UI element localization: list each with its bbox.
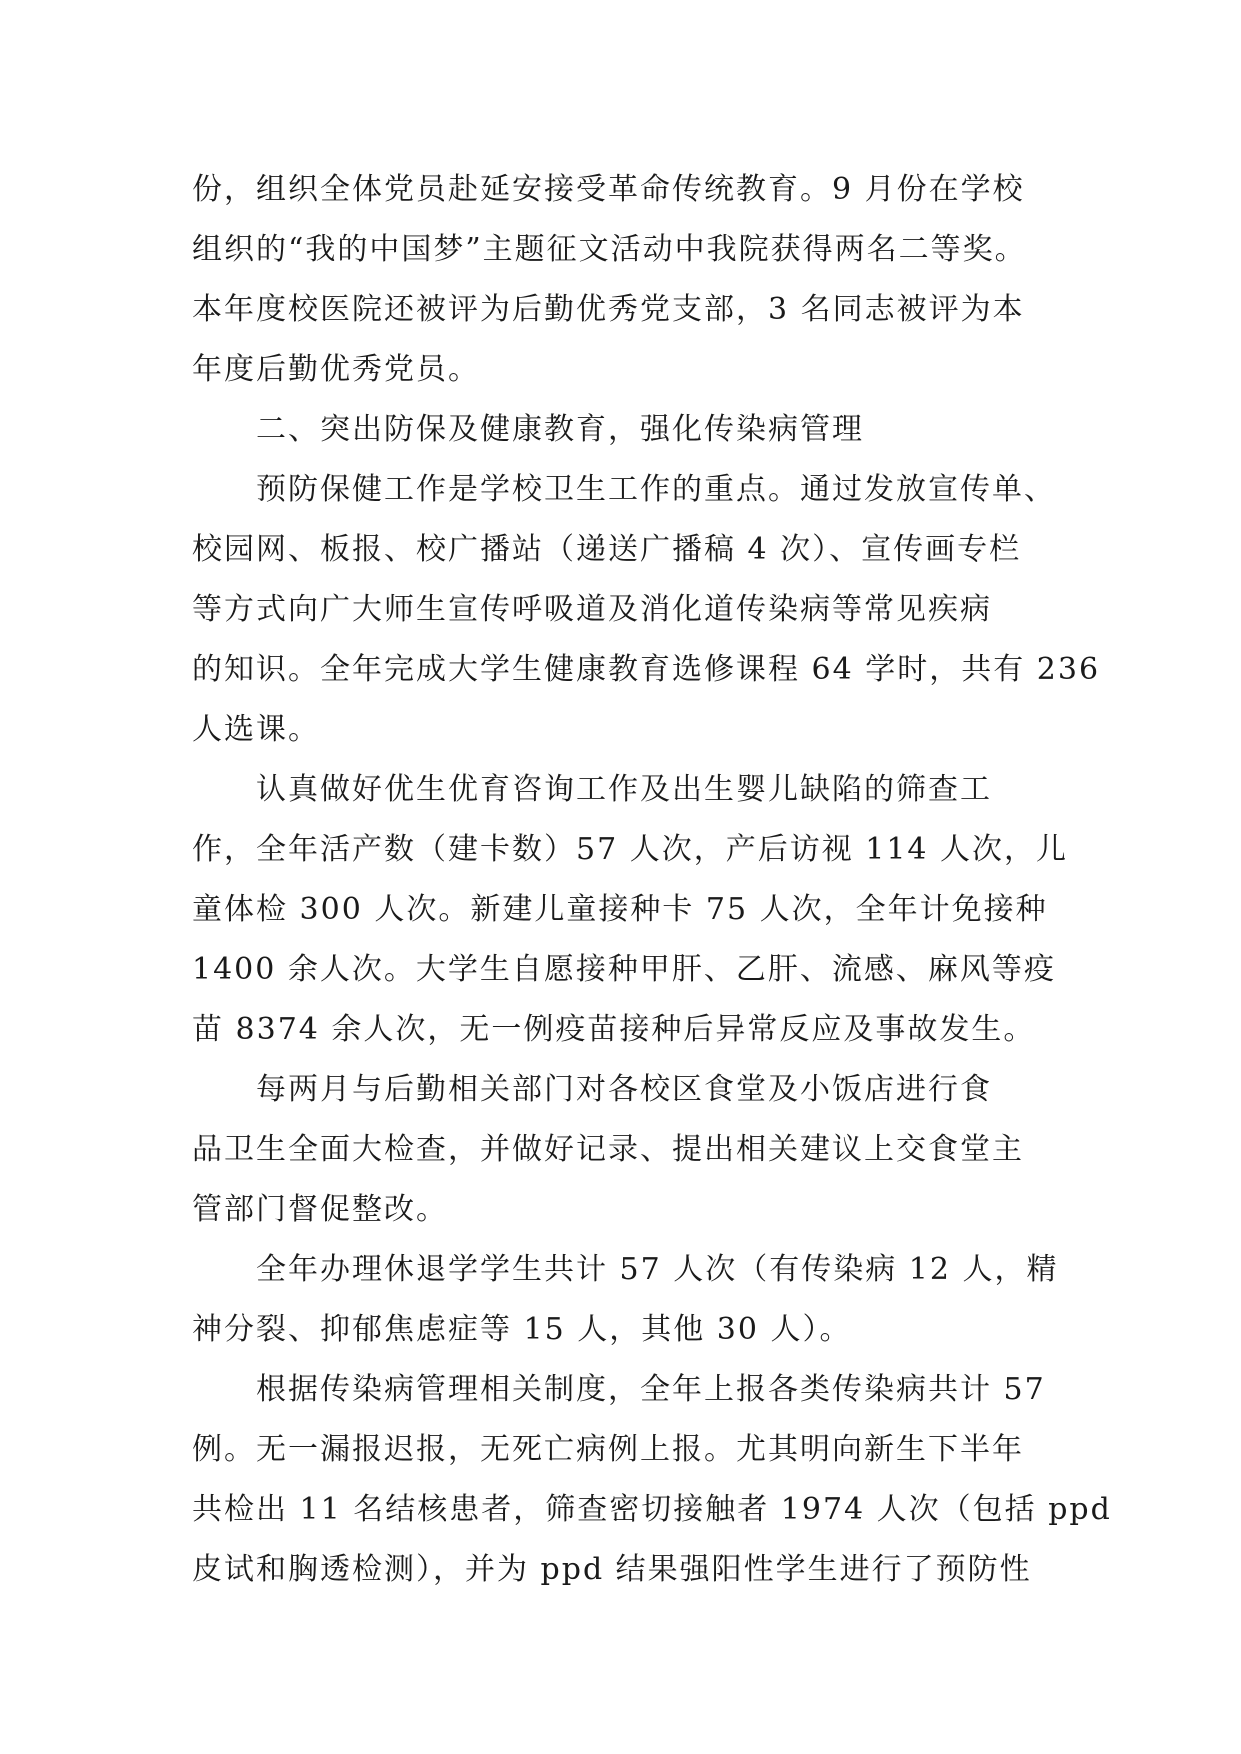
text-line: 神分裂、抑郁焦虑症等 15 人，其他 30 人）。 xyxy=(192,1312,852,1347)
section-heading: 二、突出防保及健康教育，强化传染病管理 xyxy=(256,412,864,447)
text-line: 组织的“我的中国梦”主题征文活动中我院获得两名二等奖。 xyxy=(192,232,1027,267)
text-line: 份，组织全体党员赴延安接受革命传统教育。9 月份在学校 xyxy=(192,172,1025,207)
text-line: 1400 余人次。大学生自愿接种甲肝、乙肝、流感、麻风等疫 xyxy=(192,952,1056,987)
text-line: 等方式向广大师生宣传呼吸道及消化道传染病等常见疾病 xyxy=(192,592,992,627)
text-line: 本年度校医院还被评为后勤优秀党支部，3 名同志被评为本 xyxy=(192,292,1025,327)
text-line: 预防保健工作是学校卫生工作的重点。通过发放宣传单、 xyxy=(256,472,1056,507)
document-page xyxy=(192,160,1112,1600)
text-line: 作，全年活产数（建卡数）57 人次，产后访视 114 人次，儿 xyxy=(192,832,1069,867)
text-line: 苗 8374 余人次，无一例疫苗接种后异常反应及事故发生。 xyxy=(192,1012,1036,1047)
text-line: 的知识。全年完成大学生健康教育选修课程 64 学时，共有 236 xyxy=(192,652,1101,687)
text-line: 认真做好优生优育咨询工作及出生婴儿缺陷的筛查工 xyxy=(256,772,992,807)
text-line: 校园网、板报、校广播站（递送广播稿 4 次）、宣传画专栏 xyxy=(192,532,1022,567)
text-line: 例。无一漏报迟报，无死亡病例上报。尤其明向新生下半年 xyxy=(192,1432,1024,1467)
text-line: 童体检 300 人次。新建儿童接种卡 75 人次，全年计免接种 xyxy=(192,892,1048,927)
text-line: 每两月与后勤相关部门对各校区食堂及小饭店进行食 xyxy=(256,1072,992,1107)
text-line: 品卫生全面大检查，并做好记录、提出相关建议上交食堂主 xyxy=(192,1132,1024,1167)
text-line: 年度后勤优秀党员。 xyxy=(192,352,480,387)
text-line: 管部门督促整改。 xyxy=(192,1192,448,1227)
text-line: 根据传染病管理相关制度，全年上报各类传染病共计 57 xyxy=(256,1372,1046,1407)
text-line: 共检出 11 名结核患者，筛查密切接触者 1974 人次（包括 ppd xyxy=(192,1492,1112,1527)
text-line: 人选课。 xyxy=(192,712,320,747)
text-line: 皮试和胸透检测），并为 ppd 结果强阳性学生进行了预防性 xyxy=(192,1552,1032,1587)
text-line: 全年办理休退学学生共计 57 人次（有传染病 12 人，精 xyxy=(256,1252,1059,1287)
